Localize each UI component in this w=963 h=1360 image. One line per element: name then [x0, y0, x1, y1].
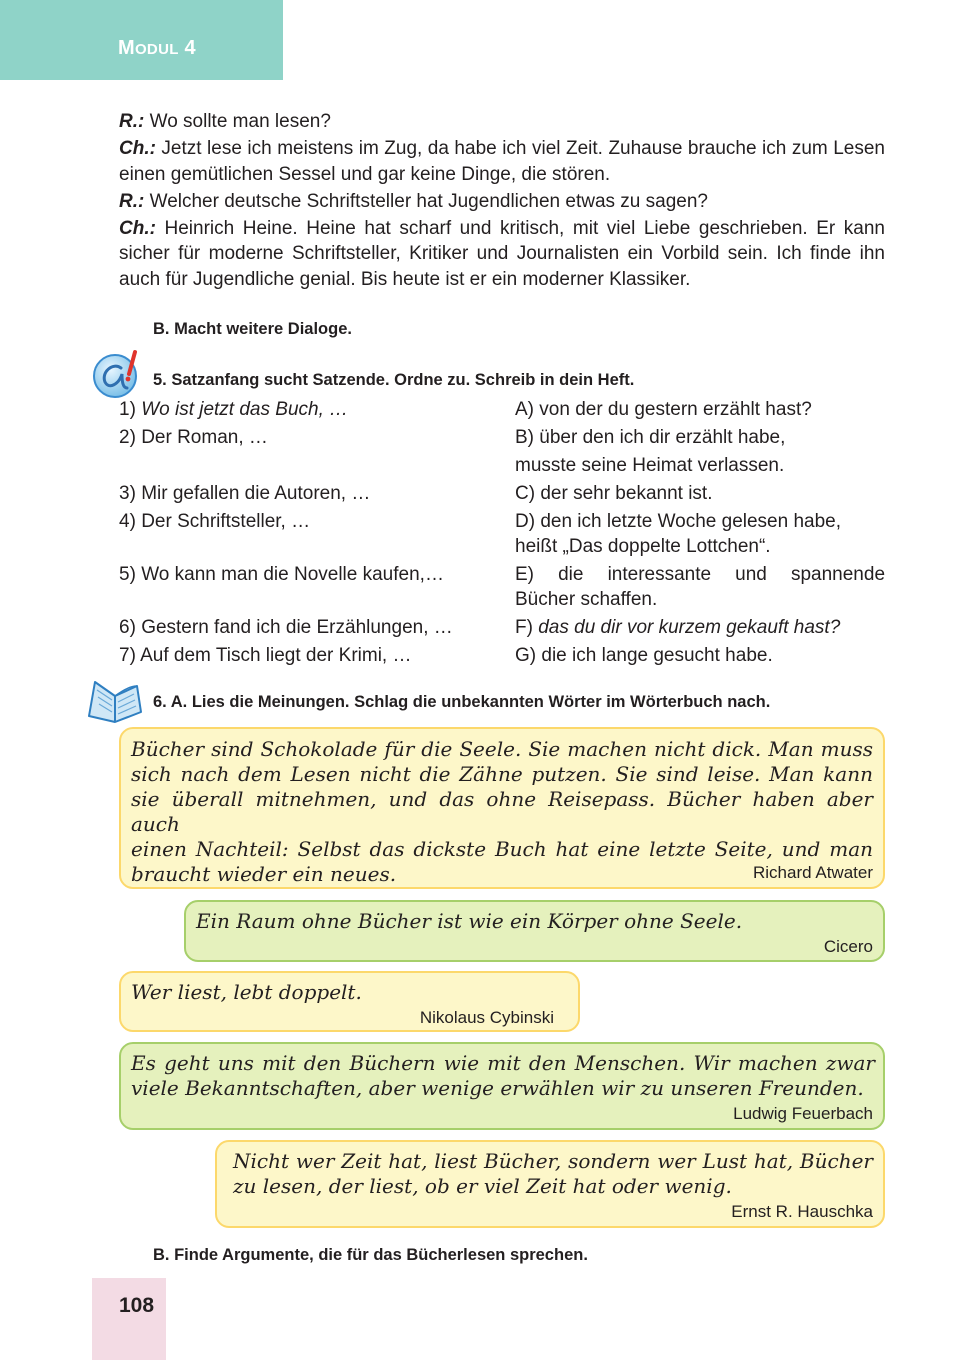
list-item: 6) Gestern fand ich die Erzählungen, …: [119, 617, 453, 638]
task-4b-heading: B. Macht weitere Dialoge.: [153, 320, 352, 338]
quote-author: Ludwig Feuerbach: [733, 1104, 873, 1123]
quote-text: Bücher sind Schokolade für die Seele. Sie machen nicht dick. Man muss sich nach dem Lesen nicht die Zähne putzen. Sie sind leise. Man kann sie überall mitnehmen, und das ohne Reisepass. Bücher haben aber auch einen Nachteil: Selbst das dickste Buch hat eine letzte Seite, und man braucht wieder ein neues.: [131, 737, 873, 886]
task-6a-heading: 6. A. Lies die Meinungen. Schlag die unbekannten Wörter im Wörterbuch nach.: [153, 693, 771, 711]
quote-text: Ein Raum ohne Bücher ist wie ein Körper ohne Seele.: [196, 909, 743, 933]
list-item: D) den ich letzte Woche gelesen habe,: [515, 511, 842, 532]
dialog-line: Ch.: Jetzt lese ich meistens im Zug, da habe ich viel Zeit. Zuhause brauche ich zum Lesen einen gemütlichen Sessel und gar keine Dinge, die stören.: [119, 138, 885, 185]
list-item: 1) Wo ist jetzt das Buch, …: [119, 399, 349, 420]
list-item: 3) Mir gefallen die Autoren, …: [119, 483, 371, 504]
list-item: E) die interessante und spannende: [515, 564, 886, 585]
quote-text: Es geht uns mit den Büchern wie mit den Menschen. Wir machen zwar viele Bekanntschaften, aber wenige erwählen wir zu unseren Freunden.: [131, 1051, 875, 1100]
quote-box: [184, 900, 885, 962]
quote-author: Cicero: [823, 937, 873, 956]
quote-text: Wer liest, lebt doppelt.: [131, 980, 362, 1004]
quote-author: Ernst R. Hauschka: [731, 1202, 873, 1221]
quote-author: Nikolaus Cybinski: [419, 1008, 554, 1027]
task-5-heading: 5. Satzanfang sucht Satzende. Ordne zu. Schreib in dein Heft.: [153, 371, 635, 389]
dialog-line: Ch.: Heinrich Heine. Heine hat scharf und kritisch, mit viel Liebe geschrieben. Er kann sicher für moderne Schriftsteller, Kritiker und Journalisten ein Vorbild sein. Ich finde ihn auch für Jugendliche genial. Bis heute ist er ein moderner Klassiker.: [119, 217, 885, 290]
list-item-continuation: heißt „Das doppelte Lottchen“.: [515, 536, 771, 557]
list-item: 5) Wo kann man die Novelle kaufen,…: [119, 564, 444, 585]
dialog-text: [119, 109, 885, 294]
task-6b-heading: B. Finde Argumente, die für das Bücherlesen sprechen.: [153, 1246, 588, 1264]
quote-box: [119, 727, 885, 889]
open-book-icon: [85, 678, 145, 724]
list-item-continuation: Bücher schaffen.: [515, 589, 658, 610]
list-item: A) von der du gestern erzählt hast?: [515, 399, 812, 420]
page-number-tab: [92, 1278, 166, 1360]
quote-author: Richard Atwater: [753, 863, 873, 882]
list-item: 4) Der Schriftsteller, …: [119, 511, 311, 532]
list-item: 2) Der Roman, …: [119, 427, 268, 448]
list-item: B) über den ich dir erzählt habe,: [515, 427, 786, 448]
module-label: MODUL 4: [118, 37, 196, 59]
dialog-line: R.: Wo sollte man lesen?: [119, 111, 331, 132]
quote-box: [119, 971, 580, 1032]
list-item: C) der sehr bekannt ist.: [515, 483, 713, 504]
list-item: G) die ich lange gesucht habe.: [515, 645, 773, 666]
quote-box: [215, 1140, 885, 1228]
dialog-line: R.: Welcher deutsche Schriftsteller hat Jugendlichen etwas zu sagen?: [119, 190, 708, 212]
list-item: 7) Auf dem Tisch liegt der Krimi, …: [119, 645, 412, 666]
quote-text: Nicht wer Zeit hat, liest Bücher, sondern wer Lust hat, Bücher zu lesen, der liest, ob er viel Zeit hat oder wenig.: [233, 1149, 873, 1198]
list-item: F) das du dir vor kurzem gekauft hast?: [515, 617, 841, 638]
page-number: 108: [119, 1294, 155, 1317]
writing-icon: [91, 348, 145, 402]
list-item-continuation: musste seine Heimat verlassen.: [515, 455, 785, 476]
quote-box: [119, 1042, 885, 1130]
